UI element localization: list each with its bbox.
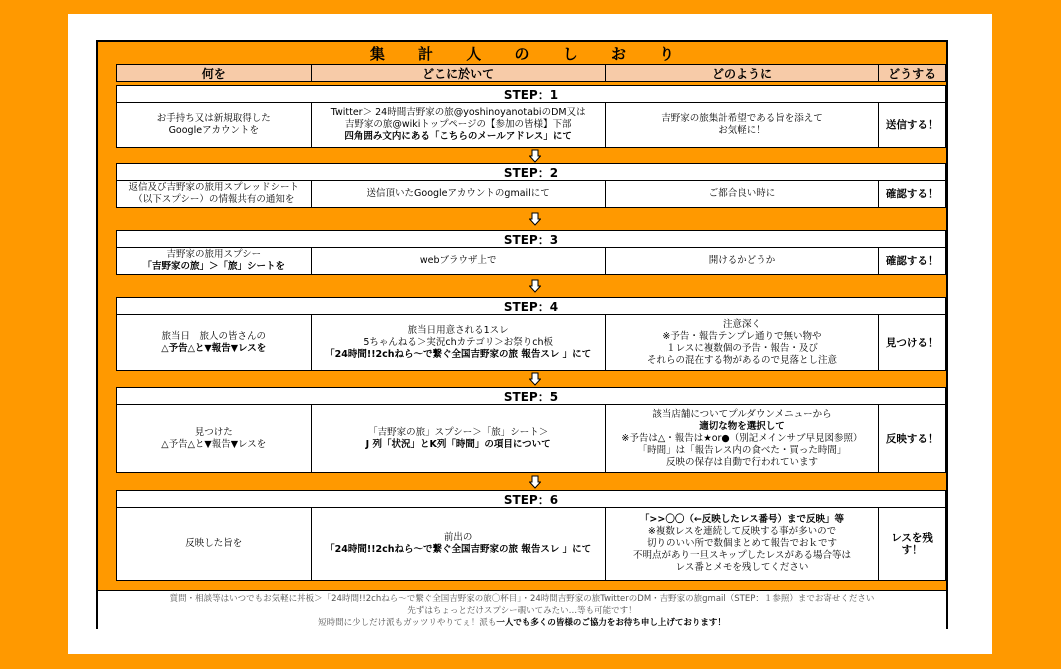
step-label: STEP：2	[116, 163, 946, 181]
footer-line-3a: 短時間に少しだけ派もガッツリやりてぇ！派も	[318, 618, 497, 628]
cell-line: Twitter＞ 24時間吉野家の旅@yoshinoyanotabiのDM又は	[330, 107, 586, 118]
cell-line: 前出の	[443, 532, 473, 543]
step-action: 確認する！	[885, 188, 939, 200]
step-cell-how	[606, 508, 879, 580]
step-label: STEP：1	[116, 85, 946, 103]
step-cell-where	[312, 315, 606, 370]
cell-line: レス番とメモを残してください	[675, 562, 809, 573]
cell-line: ※予告・報告テンプレ通りで無い物や	[662, 330, 822, 342]
step-cell-what	[117, 508, 312, 580]
step-cell-what	[117, 103, 312, 147]
cell-line: 不明点があり一旦スキップしたレスがある場合等は	[632, 550, 851, 561]
step-4	[116, 297, 946, 371]
step-row	[116, 405, 946, 473]
cell-line: 「時間」は「報告レス内の食べた・買った時間」	[637, 444, 847, 456]
cell-line: 吉野家の旅集計希望である旨を添えて	[661, 113, 823, 124]
down-arrow-icon	[528, 372, 542, 386]
cell-line: ご都合良い時に	[708, 188, 776, 199]
cell-line: 返信及び吉野家の旅用スプレッドシート	[128, 182, 300, 193]
cell-line: 適切な物を選択して	[699, 420, 785, 432]
document-title: 集 計 人 の し お り	[369, 44, 689, 63]
step-row	[116, 248, 946, 275]
cell-line: 旅当日用意される1スレ	[407, 324, 509, 336]
cell-line: お気軽に！	[718, 125, 766, 136]
step-3	[116, 230, 946, 275]
cell-line: 「吉野家の旅」スプシー＞「旅」シート＞	[368, 426, 549, 438]
step-label: STEP：3	[116, 230, 946, 248]
down-arrow-icon	[528, 475, 542, 489]
cell-line: ※予告は△・報告は★or●（別記メインサブ早見図参照）	[621, 432, 863, 444]
step-6	[116, 490, 946, 581]
step-2	[116, 163, 946, 208]
cell-line: 吉野家の旅用スプシー	[166, 249, 262, 260]
header-how: どのように	[606, 65, 879, 81]
step-row	[116, 508, 946, 581]
down-arrow-icon	[528, 212, 542, 226]
cell-line: 見つけた	[194, 426, 233, 438]
cell-line: 「>>〇〇（←反映したレス番号）まで反映」等	[639, 514, 845, 525]
cell-line: 反映の保存は自動で行われています	[665, 456, 818, 468]
step-cell-how	[606, 315, 879, 370]
cell-line: △予告△と▼報告▼レスを	[161, 342, 267, 354]
cell-line: 旅当日 旅人の皆さんの	[161, 330, 267, 342]
step-row	[116, 103, 946, 148]
step-row	[116, 181, 946, 208]
header-where: どこに於いて	[312, 65, 606, 81]
footer-line-2: 先ずはちょっとだけスプシー覗いてみたい…等も可能です！	[407, 606, 637, 616]
step-cell-where	[312, 181, 606, 207]
step-cell-how	[606, 405, 879, 472]
footer-line-3	[98, 617, 946, 629]
footer-line-1: 質問・相談等はいつでもお気軽に丼板＞「24時間!!2chねら～で繋ぐ全国吉野家の旅〇杯目」・24時間吉野家の旅TwitterのDM・吉野家の旅gmail（STEP：１参照）までお寄せください	[169, 594, 875, 604]
cell-line: △予告△と▼報告▼レスを	[161, 438, 267, 450]
cell-line: J 列「状況」とK列「時間」の項目について	[365, 438, 551, 450]
cell-line: 送信頂いたGoogleアカウントのgmailにて	[366, 188, 550, 199]
step-cell-how	[606, 248, 879, 274]
cell-line: 吉野家の旅@wikiトップページの【参加の皆様】下部	[344, 119, 572, 130]
step-cell-where	[312, 103, 606, 147]
step-cell-what	[117, 248, 312, 274]
step-row	[116, 315, 946, 371]
column-header-row	[116, 64, 946, 82]
cell-line: １レスに複数個の予告・報告・及び	[666, 342, 818, 354]
step-cell-what	[117, 181, 312, 207]
guide-document	[96, 40, 948, 629]
step-action: 見つける！	[885, 336, 939, 349]
cell-line: 「24時間!!2chねら～で繋ぐ全国吉野家の旅 報告スレ 」にて	[325, 348, 592, 360]
step-cell-what	[117, 405, 312, 472]
cell-line: ※複数レスを連続して反映する事が多いので	[647, 526, 837, 537]
cell-line: 注意深く	[722, 318, 761, 330]
step-cell-how	[606, 103, 879, 147]
cell-line: 「24時間!!2chねら～で繋ぐ全国吉野家の旅 報告スレ 」にて	[325, 544, 592, 555]
step-5	[116, 387, 946, 473]
step-cell-how	[606, 181, 879, 207]
down-arrow-icon	[528, 279, 542, 293]
down-arrow-icon	[528, 149, 542, 163]
step-cell-where	[312, 508, 606, 580]
step-1	[116, 85, 946, 148]
header-what: 何を	[117, 65, 312, 81]
step-label: STEP：5	[116, 387, 946, 405]
cell-line: お手持ち又は新規取得した	[156, 113, 271, 124]
cell-line: （以下スプシー）の情報共有の通知を	[133, 194, 295, 205]
cell-line: 反映した旨を	[185, 538, 243, 549]
cell-line: 該当店舗についてプルダウンメニューから	[652, 408, 832, 420]
cell-line: 「吉野家の旅」＞「旅」シートを	[142, 261, 286, 272]
step-cell-what	[117, 315, 312, 370]
cell-line: それらの混在する物があるので見落とし注意	[646, 354, 837, 366]
step-label: STEP：6	[116, 490, 946, 508]
step-label: STEP：4	[116, 297, 946, 315]
step-action: レスを残す！	[891, 532, 933, 556]
cell-line: 開けるかどうか	[708, 255, 776, 266]
footer-note	[98, 590, 946, 629]
cell-line: Googleアカウントを	[168, 125, 259, 136]
header-action: どうする	[888, 66, 937, 81]
step-cell-where	[312, 248, 606, 274]
footer-line-3b: 一人でも多くの皆様のご協力をお待ち申し上げております！	[496, 618, 726, 628]
cell-line: 四角囲み文内にある「こちらのメールアドレス」にて	[344, 131, 572, 142]
cell-line: webブラウザ上で	[419, 255, 497, 266]
step-cell-where	[312, 405, 606, 472]
step-action: 送信する！	[885, 119, 939, 131]
cell-line: 切りのいい所で数個まとめて報告でおｋです	[646, 538, 837, 549]
step-action: 確認する！	[885, 255, 939, 267]
step-action: 反映する！	[885, 432, 939, 445]
cell-line: 5ちゃんねる＞実況chカテゴリ＞お祭りch板	[363, 336, 553, 348]
